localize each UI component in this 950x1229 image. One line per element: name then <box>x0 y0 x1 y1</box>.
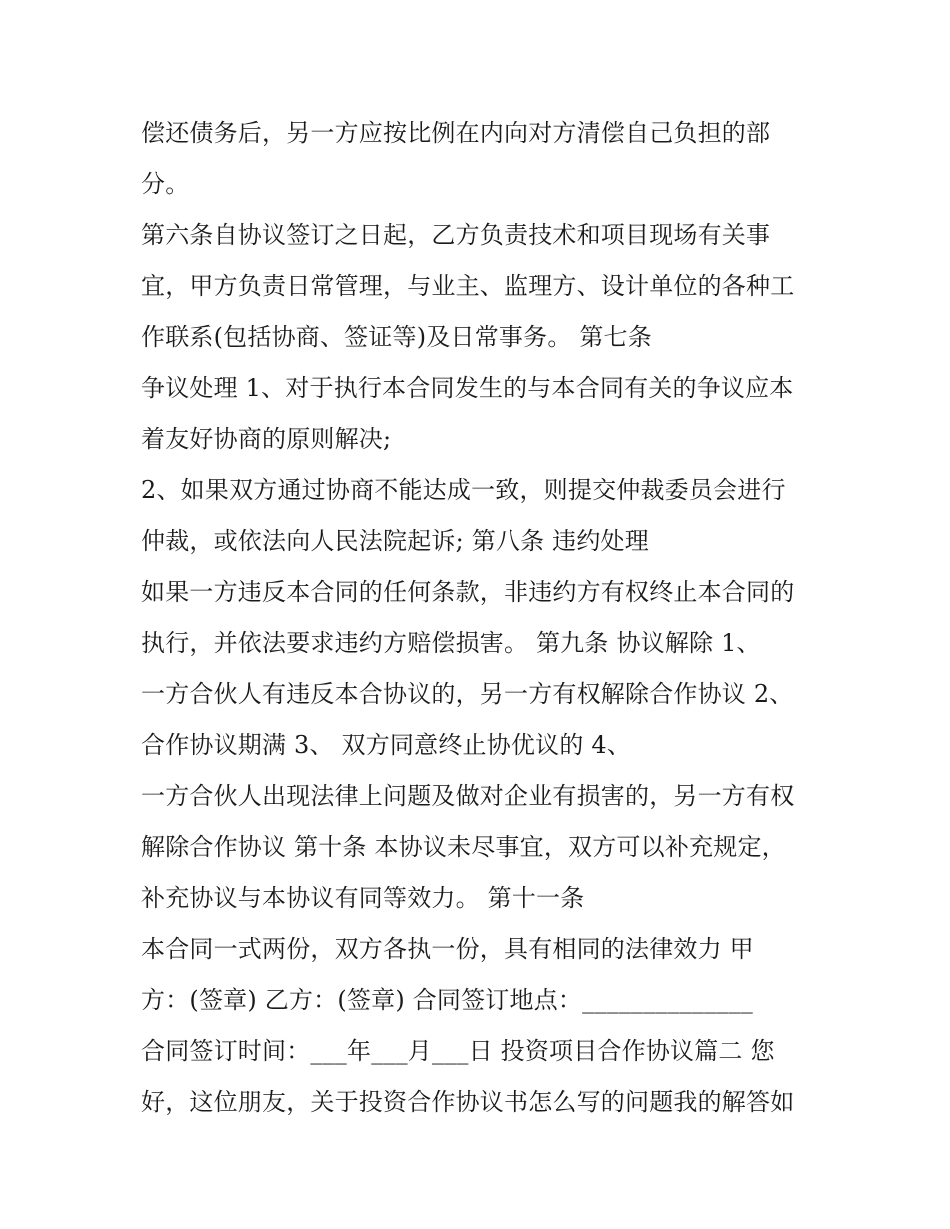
text-line: 好，这位朋友，关于投资合作协议书怎么写的问题我的解答如 <box>141 1088 795 1116</box>
text-line: 本合同一式两份，双方各执一份，具有相同的法律效力 甲 <box>141 935 754 963</box>
text-line: 方：(签章) 乙方：(签章) 合同签订地点：______________ <box>141 986 753 1014</box>
text-line: 分。 <box>141 170 190 198</box>
text-line: 如果一方违反本合同的任何条款，非违约方有权终止本合同的 <box>141 578 795 606</box>
text-line: 争议处理 1、对于执行本合同发生的与本合同有关的争议应本 <box>141 374 794 402</box>
text-line: 补充协议与本协议有同等效力。 第十一条 <box>141 884 585 912</box>
text-line: 解除合作协议 第十条 本协议未尽事宜，双方可以补充规定， <box>141 833 786 861</box>
text-line: 宜，甲方负责日常管理，与业主、监理方、设计单位的各种工 <box>141 272 795 300</box>
text-line: 合同签订时间：___年___月___日 投资项目合作协议篇二 您 <box>141 1037 775 1065</box>
document-body <box>141 108 821 1128</box>
text-line: 第六条自协议签订之日起，乙方负责技术和项目现场有关事 <box>141 221 771 249</box>
text-line: 仲裁，或依法向人民法院起诉; 第八条 违约处理 <box>141 527 649 555</box>
text-line: 一方合伙人有违反本合协议的，另一方有权解除合作协议 2、 <box>141 680 794 708</box>
text-line: 着友好协商的原则解决; <box>141 425 392 453</box>
text-line: 合作协议期满 3、 双方同意终止协优议的 4、 <box>141 731 632 759</box>
text-line: 2、如果双方通过协商不能达成一致，则提交仲裁委员会进行 <box>141 476 786 504</box>
text-line: 执行，并依法要求违约方赔偿损害。 第九条 协议解除 1、 <box>141 629 761 657</box>
text-line: 作联系(包括协商、签证等)及日常事务。 第七条 <box>141 323 652 351</box>
text-line: 偿还债务后，另一方应按比例在内向对方清偿自己负担的部 <box>141 119 771 147</box>
text-line: 一方合伙人出现法律上问题及做对企业有损害的，另一方有权 <box>141 782 795 810</box>
